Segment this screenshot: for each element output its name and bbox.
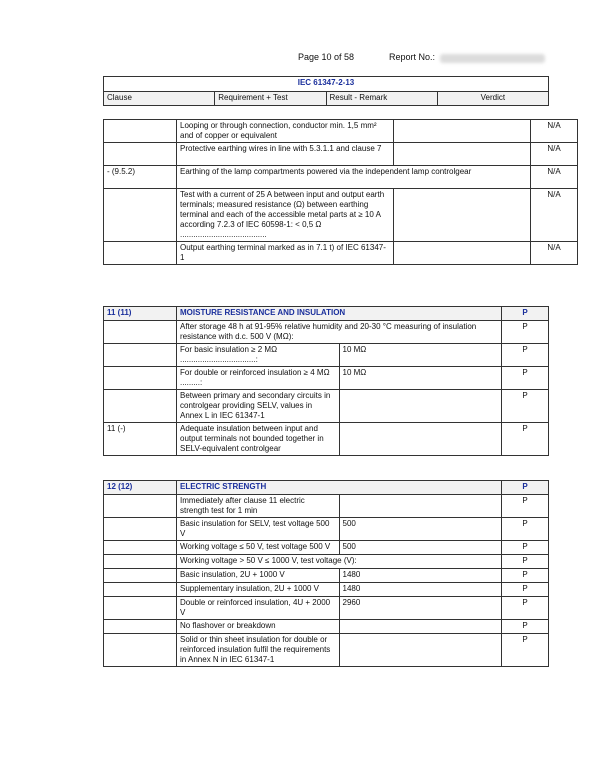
verdict-cell: P — [502, 518, 549, 541]
result-cell — [339, 620, 502, 634]
requirement-cell: Adequate insulation between input and output terminals not bounded together in SELV-equivalent controlgear — [177, 423, 340, 456]
requirement-cell: No flashover or breakdown — [177, 620, 340, 634]
table-row — [104, 344, 549, 367]
table-row — [104, 620, 549, 634]
requirement-cell: Output earthing terminal marked as in 7.1 t) of IEC 61347-1 — [177, 242, 394, 265]
requirement-cell: Supplementary insulation, 2U + 1000 V — [177, 583, 340, 597]
clause-cell — [104, 143, 177, 166]
verdict-cell: P — [502, 423, 549, 456]
table-row — [104, 423, 549, 456]
section-verdict: P — [502, 481, 549, 495]
section-clause: 11 (11) — [104, 307, 177, 321]
clause-cell — [104, 344, 177, 367]
table-row — [104, 495, 549, 518]
clause-cell — [104, 634, 177, 667]
table-row — [104, 367, 549, 390]
requirement-cell: Between primary and secondary circuits in controlgear providing SELV, values in Annex L in IEC 61347-1 — [177, 390, 340, 423]
electric-strength-table — [103, 480, 549, 667]
verdict-cell: P — [502, 597, 549, 620]
result-cell: 10 MΩ — [339, 367, 502, 390]
result-cell — [339, 390, 502, 423]
clause-cell — [104, 597, 177, 620]
result-cell — [394, 120, 531, 143]
requirement-cell: Protective earthing wires in line with 5.3.1.1 and clause 7 — [177, 143, 394, 166]
requirement-cell: Working voltage ≤ 50 V, test voltage 500 V — [177, 541, 340, 555]
result-cell — [339, 423, 502, 456]
section-clause: 12 (12) — [104, 481, 177, 495]
clause-cell — [104, 555, 177, 569]
requirement-cell: Solid or thin sheet insulation for double or reinforced insulation fulfil the requirements in Annex N in IEC 61347-1 — [177, 634, 340, 667]
page-number: Page 10 of 58 — [298, 52, 355, 62]
column-header-clause: Clause — [104, 92, 215, 106]
section-header-row — [104, 481, 549, 495]
clause-cell: 11 (-) — [104, 423, 177, 456]
result-cell — [394, 242, 531, 265]
result-cell — [339, 634, 502, 667]
clause-cell — [104, 583, 177, 597]
requirement-cell: Basic insulation, 2U + 1000 V — [177, 569, 340, 583]
table-row — [104, 242, 578, 265]
clause-cell — [104, 495, 177, 518]
table-row — [104, 555, 549, 569]
requirement-cell: For basic insulation ≥ 2 MΩ ..................................: — [177, 344, 340, 367]
table-row — [104, 143, 578, 166]
verdict-cell: P — [502, 390, 549, 423]
verdict-cell: N/A — [531, 166, 578, 189]
requirement-cell: For double or reinforced insulation ≥ 4 MΩ .........: — [177, 367, 340, 390]
requirement-cell: Immediately after clause 11 electric strength test for 1 min — [177, 495, 340, 518]
section-title: ELECTRIC STRENGTH — [177, 481, 502, 495]
verdict-cell: P — [502, 569, 549, 583]
earthing-table — [103, 119, 578, 265]
result-cell: 2960 — [339, 597, 502, 620]
requirement-cell: Basic insulation for SELV, test voltage 500 V — [177, 518, 340, 541]
verdict-cell: P — [502, 344, 549, 367]
table-row — [104, 583, 549, 597]
result-cell — [394, 143, 531, 166]
clause-cell — [104, 120, 177, 143]
verdict-cell: P — [502, 634, 549, 667]
column-header-verdict: Verdict — [437, 92, 548, 106]
requirement-cell: Double or reinforced insulation, 4U + 2000 V — [177, 597, 340, 620]
clause-cell — [104, 541, 177, 555]
column-header-requirement: Requirement + Test — [215, 92, 326, 106]
section-verdict: P — [502, 307, 549, 321]
result-cell: 1480 — [339, 583, 502, 597]
moisture-resistance-table — [103, 306, 549, 456]
clause-cell — [104, 390, 177, 423]
result-cell: 500 — [339, 541, 502, 555]
verdict-cell: P — [502, 583, 549, 597]
requirement-cell: Working voltage > 50 V ≤ 1000 V, test voltage (V): — [177, 555, 502, 569]
table-row — [104, 541, 549, 555]
clause-cell — [104, 620, 177, 634]
section-header-row — [104, 307, 549, 321]
column-header-result: Result - Remark — [326, 92, 437, 106]
verdict-cell: N/A — [531, 120, 578, 143]
clause-cell — [104, 321, 177, 344]
result-cell: 500 — [339, 518, 502, 541]
requirement-cell: Earthing of the lamp compartments powered via the independent lamp controlgear — [177, 166, 531, 189]
table-row — [104, 390, 549, 423]
result-cell: 1480 — [339, 569, 502, 583]
verdict-cell: N/A — [531, 189, 578, 242]
verdict-cell: N/A — [531, 242, 578, 265]
table-row — [104, 634, 549, 667]
standard-header-table — [103, 76, 549, 106]
redacted-report-number — [440, 54, 545, 63]
standard-title: IEC 61347-2-13 — [104, 77, 549, 92]
result-cell: 10 MΩ — [339, 344, 502, 367]
table-row — [104, 569, 549, 583]
verdict-cell: N/A — [531, 143, 578, 166]
clause-cell — [104, 569, 177, 583]
clause-cell: - (9.5.2) — [104, 166, 177, 189]
requirement-cell: Looping or through connection, conductor min. 1,5 mm² and of copper or equivalent — [177, 120, 394, 143]
requirement-cell: After storage 48 h at 91-95% relative humidity and 20-30 °C measuring of insulation resistance with d.c. 500 V (MΩ): — [177, 321, 502, 344]
table-row — [104, 321, 549, 344]
verdict-cell: P — [502, 321, 549, 344]
requirement-cell: Test with a current of 25 A between input and output earth terminals; measured resistance (Ω) between earthing terminal and each of the accessible metal parts at ≥ 10 A according 7.2.3 of IEC 60598-1: < 0,5 Ω ....................................... — [177, 189, 394, 242]
verdict-cell: P — [502, 555, 549, 569]
section-title: MOISTURE RESISTANCE AND INSULATION — [177, 307, 502, 321]
table-row — [104, 166, 578, 189]
table-row — [104, 189, 578, 242]
clause-cell — [104, 367, 177, 390]
result-cell — [394, 189, 531, 242]
table-row — [104, 120, 578, 143]
clause-cell — [104, 189, 177, 242]
page-header — [0, 52, 600, 66]
verdict-cell: P — [502, 495, 549, 518]
report-number-label: Report No.: — [389, 52, 436, 62]
verdict-cell: P — [502, 367, 549, 390]
table-row — [104, 597, 549, 620]
verdict-cell: P — [502, 620, 549, 634]
result-cell — [339, 495, 502, 518]
verdict-cell: P — [502, 541, 549, 555]
table-row — [104, 518, 549, 541]
clause-cell — [104, 518, 177, 541]
clause-cell — [104, 242, 177, 265]
